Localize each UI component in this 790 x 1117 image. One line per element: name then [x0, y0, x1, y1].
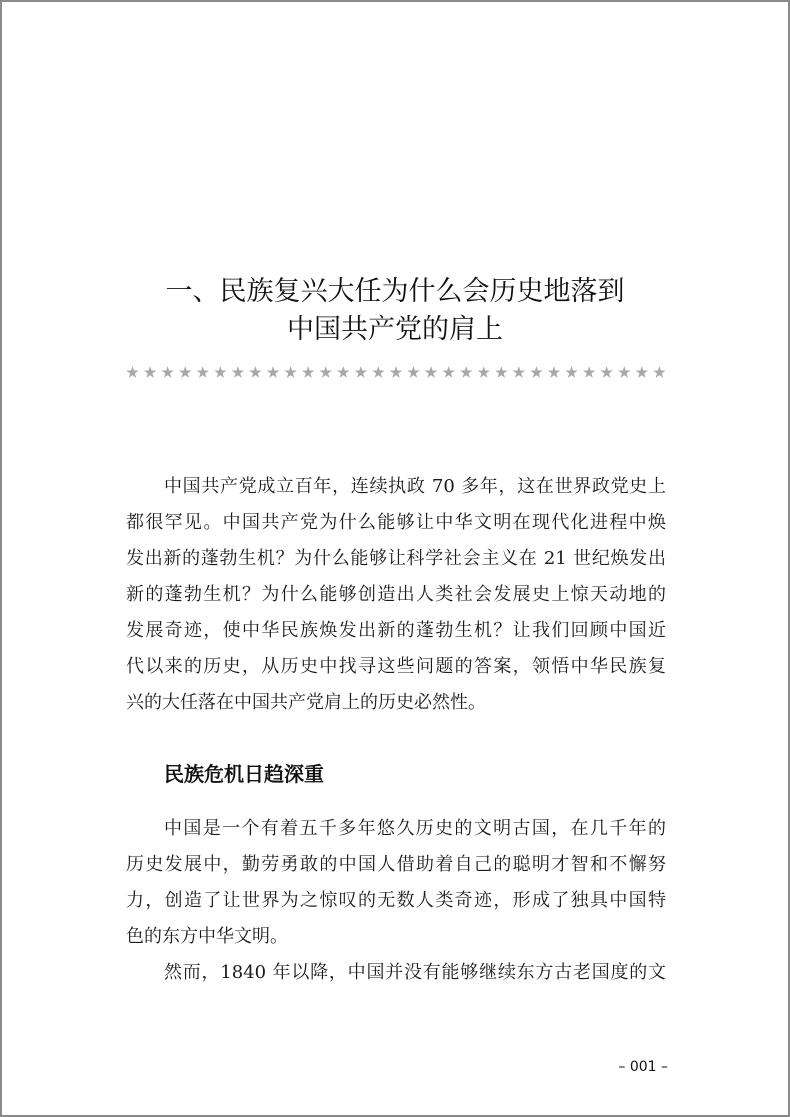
star-icon	[512, 366, 525, 379]
star-icon	[460, 366, 473, 379]
star-icon	[583, 366, 596, 379]
chapter-title-line-2: 中国共产党的肩上	[287, 314, 503, 345]
paragraph-line: 色的东方中华文明。	[126, 926, 288, 947]
star-icon	[337, 366, 350, 379]
star-icon	[653, 366, 666, 379]
paragraph-line: 力，创造了让世界为之惊叹的无数人类奇迹，形成了独具中国特	[126, 890, 666, 911]
star-icon	[565, 366, 578, 379]
star-icon	[249, 366, 262, 379]
intro-line: 新的蓬勃生机？为什么能够创造出人类社会发展史上惊天动地的	[126, 584, 666, 605]
chapter-title-line-1: 一、民族复兴大任为什么会历史地落到	[165, 276, 625, 307]
star-icon	[126, 366, 139, 379]
star-icon	[354, 366, 367, 379]
star-icon	[442, 366, 455, 379]
star-icon	[407, 366, 420, 379]
paragraph-line: 历史发展中，勤劳勇敢的中国人借助着自己的聪明才智和不懈努	[126, 854, 666, 875]
intro-line: 都很罕见。中国共产党为什么能够让中华文明在现代化进程中焕	[126, 512, 666, 533]
section-heading: 民族危机日趋深重	[164, 762, 324, 786]
star-icon	[635, 366, 648, 379]
paragraph-line: 中国是一个有着五千多年悠久历史的文明古国，在几千年的	[164, 818, 666, 839]
page-number: – 001 –	[618, 1059, 668, 1075]
star-icon	[284, 366, 297, 379]
intro-line: 代以来的历史，从历史中找寻这些问题的答案，领悟中华民族复	[126, 656, 666, 677]
star-icon	[389, 366, 402, 379]
star-icon	[267, 366, 280, 379]
star-icon	[600, 366, 613, 379]
paragraph-line: 然而，1840 年以降，中国并没有能够继续东方古老国度的文	[164, 962, 666, 983]
star-icon	[179, 366, 192, 379]
star-icon	[144, 366, 157, 379]
star-icon	[214, 366, 227, 379]
star-icon	[618, 366, 631, 379]
intro-line: 发出新的蓬勃生机？为什么能够让科学社会主义在 21 世纪焕发出	[126, 548, 666, 569]
star-icon	[530, 366, 543, 379]
star-icon	[161, 366, 174, 379]
star-icon	[548, 366, 561, 379]
intro-line: 兴的大任落在中国共产党肩上的历史必然性。	[126, 692, 486, 713]
star-icon	[302, 366, 315, 379]
star-icon	[196, 366, 209, 379]
star-divider	[126, 366, 666, 379]
star-icon	[231, 366, 244, 379]
star-icon	[372, 366, 385, 379]
star-icon	[319, 366, 332, 379]
star-icon	[425, 366, 438, 379]
intro-line: 发展奇迹，使中华民族焕发出新的蓬勃生机？让我们回顾中国近	[126, 620, 666, 641]
intro-line: 中国共产党成立百年，连续执政 70 多年，这在世界政党史上	[164, 476, 666, 497]
star-icon	[495, 366, 508, 379]
star-icon	[477, 366, 490, 379]
